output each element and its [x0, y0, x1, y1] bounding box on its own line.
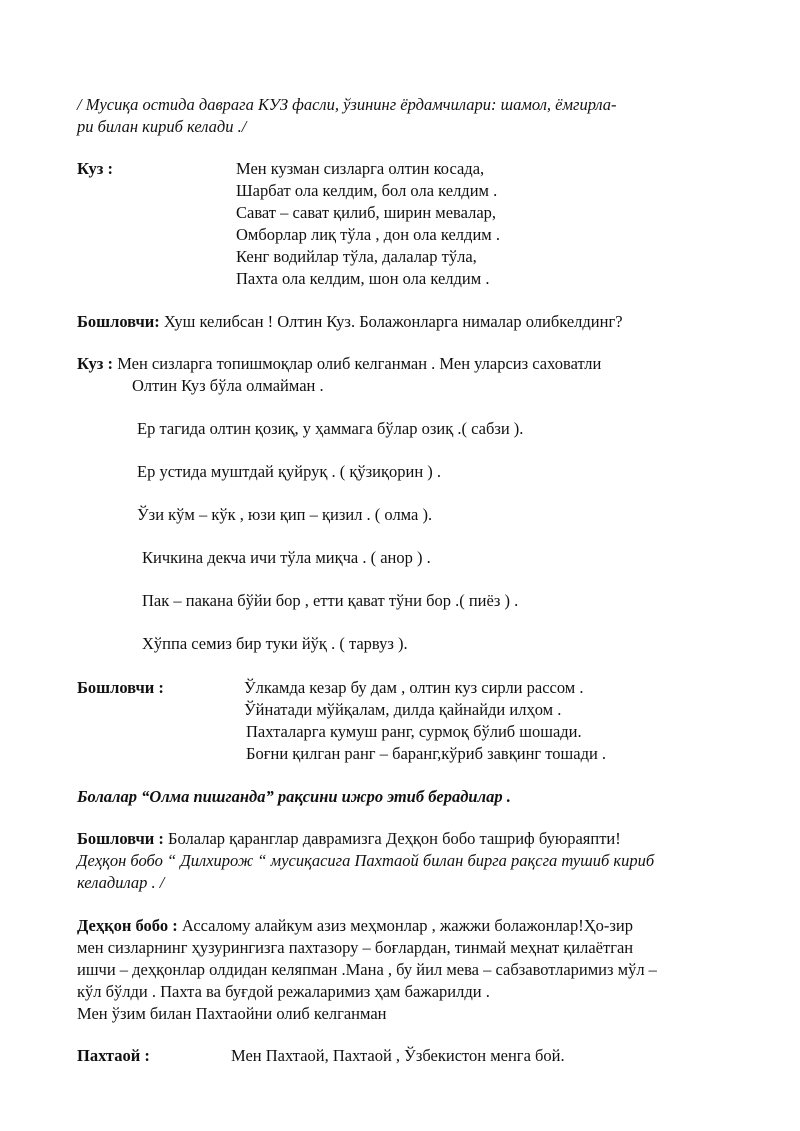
verse-line: Пахталарга кумуш ранг, сурмоқ бўлиб шошади. [246, 722, 582, 741]
riddle-2: Ер устида муштдай қуйруқ . ( қўзиқорин ) . [137, 462, 442, 481]
riddle-1: Ер тагида олтин қозиқ, у ҳаммага бўлар озиқ .( сабзи ). [137, 419, 524, 438]
kuz-text-2a: Мен сизларга топишмоқлар олиб келганман . Мен уларсиз саховатли [113, 354, 602, 373]
kuz-verse-1 [236, 158, 500, 290]
verse-line: Шарбат ола келдим, бол ола келдим . [236, 181, 498, 200]
dehqon-text-4: кўл бўлди . Пахта ва буғдой режаларимиз ҳам бажарилди . [77, 982, 490, 1001]
kuz-speech-2 [77, 353, 601, 397]
intro-stage-direction [77, 94, 616, 138]
kuz-speaker-2: Куз : [77, 354, 114, 373]
verse-line: Боғни қилган ранг – баранг,кўриб завқинг тошади . [246, 744, 607, 763]
host-verse-2 [244, 677, 606, 765]
host-speaker-3: Бошловчи : [77, 829, 164, 848]
paxtaoy-text: Мен Пахтаой, Пахтаой , Ўзбекистон менга бой. [231, 1046, 565, 1065]
intro-line-1: / Мусиқа остида даврага КУЗ фасли, ўзининг ёрдамчилари: шамол, ёмгирла- [77, 95, 617, 114]
dehqon-text-3: ишчи – деҳқонлар олдидан келяпман .Мана , бу йил мева – сабзавотларимиз мўл – [77, 960, 657, 979]
host-text-3: Болалар қаранглар даврамизга Деҳқон бобо ташриф буюраяпти! [163, 829, 621, 848]
dehqon-speech [77, 915, 657, 1025]
host-speaker-2: Бошловчи : [77, 678, 164, 697]
verse-line: Ўлкамда кезар бу дам , олтин куз сирли рассом . [244, 678, 584, 697]
kuz-speaker-1: Куз : [77, 159, 114, 178]
dehqon-text-2: мен сизларнинг ҳузурингизга пахтазору – боғлардан, тинмай меҳнат қилаётган [77, 938, 634, 957]
host-italic-3b: келадилар . / [77, 873, 165, 892]
dehqon-speaker: Деҳқон бобо : [77, 916, 178, 935]
verse-line: Мен кузман сизларга олтин косада, [236, 159, 485, 178]
dehqon-text-5: Мен ўзим билан Пахтаойни олиб келганман [77, 1004, 387, 1023]
intro-line-2: ри билан кириб келади ./ [77, 117, 247, 136]
verse-line: Ўйнатади мўйқалам, дилда қайнайди илҳом . [244, 700, 562, 719]
dance-direction: Болалар “Олма пишганда” рақсини ижро этиб берадилар . [77, 787, 511, 806]
verse-line: Омборлар лиқ тўла , дон ола келдим . [236, 225, 500, 244]
riddle-3: Ўзи кўм – кўк , юзи қип – қизил . ( олма ). [137, 505, 433, 524]
host-speaker-1: Бошловчи: [77, 312, 160, 331]
host-text-1: Хуш келибсан ! Олтин Куз. Болажонларга нималар олибкелдинг? [159, 312, 623, 331]
riddle-6: Хўппа семиз бир туки йўқ . ( тарвуз ). [142, 634, 408, 653]
verse-line: Пахта ола келдим, шон ола келдим . [236, 269, 490, 288]
verse-line: Сават – сават қилиб, ширин мевалар, [236, 203, 497, 222]
dehqon-text-1: Ассалому алайкум азиз меҳмонлар , жажжи болажонлар!Ҳо-зир [177, 916, 633, 935]
paxtaoy-speaker: Пахтаой : [77, 1046, 150, 1065]
verse-line: Кенг водийлар тўла, далалар тўла, [236, 247, 477, 266]
host-speech-3 [77, 828, 654, 894]
host-italic-3a: Деҳқон бобо “ Дилхирож “ мусиқасига Пахтаой билан бирга рақсга тушиб кириб [77, 851, 655, 870]
kuz-text-2b: Олтин Куз бўла олмайман . [132, 376, 324, 395]
riddle-4: Кичкина декча ичи тўла миқча . ( анор ) . [142, 548, 431, 567]
host-line-1 [77, 311, 623, 333]
riddle-5: Пак – пакана бўйи бор , етти қават тўни бор .( пиёз ) . [142, 591, 519, 610]
